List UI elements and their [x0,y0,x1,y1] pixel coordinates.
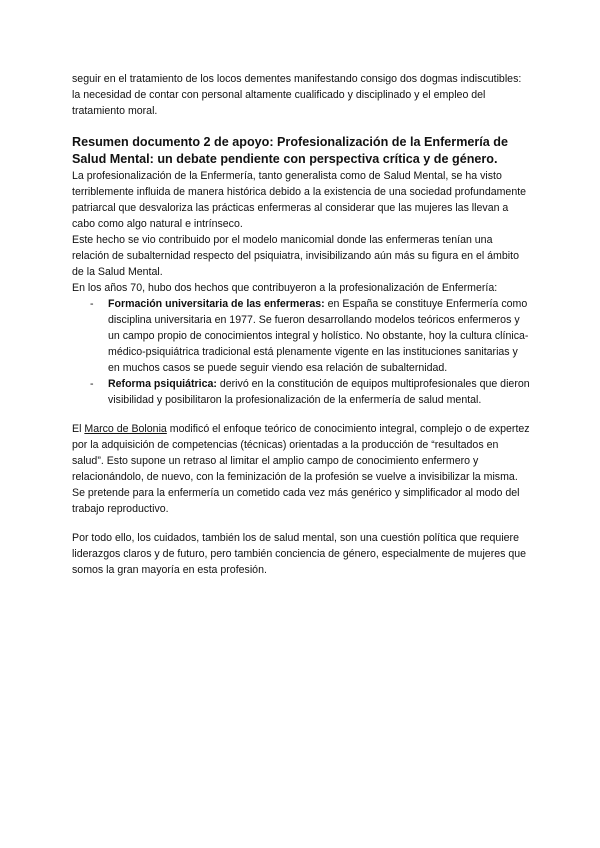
bolonia-text: modificó el enfoque teórico de conocimiento integral, complejo o de expertez por la adquisición de competencias (técnicas) orientadas a la producción de “resultados en salud”. Esto supone un retraso al limitar el amplio campo de conocimiento enfermero y relacionándolo, de nuevo, con la feminización de la profesión se vuelve a invisibilizar la misma. Se pretende para la enfermería un cometido cada vez más genérico y simplificador al modo del trabajo reproductivo. [72,423,530,515]
list-item [90,296,530,376]
paragraph-modelo-manicomial: Este hecho se vio contribuido por el modelo manicomial donde las enfermeras tenían una relación de subalternidad respecto del psiquiatra, invisibilizando aún más su figura en el ámbito de la Salud Mental. [72,234,519,278]
list-item-label: Formación universitaria de las enfermeras: [108,298,325,310]
bolonia-prefix: El [72,423,85,435]
intro-paragraph: seguir en el tratamiento de los locos dementes manifestando consigo dos dogmas indiscutibles: la necesidad de contar con personal altamente cualificado y disciplinado y el empleo del tratamiento moral. [72,73,522,117]
paragraph-profesionalizacion: La profesionalización de la Enfermería, tanto generalista como de Salud Mental, se ha visto terriblemente influida de manera histórica debido a la existencia de una sociedad profundamente patriarcal que desvaloriza las prácticas enfermeras al considerar que las mujeres las llevan a cabo como algo natural e intrínseco. [72,170,527,230]
marco-de-bolonia-link[interactable]: Marco de Bolonia [84,423,167,435]
paragraph-conclusion: Por todo ello, los cuidados, también los de salud mental, son una cuestión política que requiere liderazgos claros y de futuro, pero también conciencia de género, especialmente de mujeres que somos la gran mayoría en esta profesión. [72,532,527,576]
section-heading: Resumen documento 2 de apoyo: Profesionalización de la Enfermería de Salud Mental: un debate pendiente con perspectiva crítica y de género. [72,135,508,166]
hechos-list [72,296,530,408]
list-dash: - [90,298,94,310]
list-dash: - [90,378,94,390]
paragraph-bolonia [72,421,530,517]
list-item-text: derivó en la constitución de equipos multiprofesionales que dieron visibilidad y posibilitaron la profesionalización de la enfermería de salud mental. [108,378,530,406]
spacer [72,517,530,530]
document-page [72,71,530,578]
list-item-label: Reforma psiquiátrica: [108,378,217,390]
list-item-text: en España se constituye Enfermería como disciplina universitaria en 1977. Se fueron desarrollando modelos teóricos enfermeros y un campo propio de conocimientos integral y holístico. No obstante, hoy la cultura clínica-médico-psiquiátrica tradicional está plenamente vigente en las instituciones sanitarias y en muchos casos se puede seguir viendo esa relación de subalternidad. [108,298,529,374]
list-item [90,376,530,408]
paragraph-anos-70: En los años 70, hubo dos hechos que contribuyeron a la profesionalización de Enfermería: [72,282,498,294]
spacer [72,408,530,421]
